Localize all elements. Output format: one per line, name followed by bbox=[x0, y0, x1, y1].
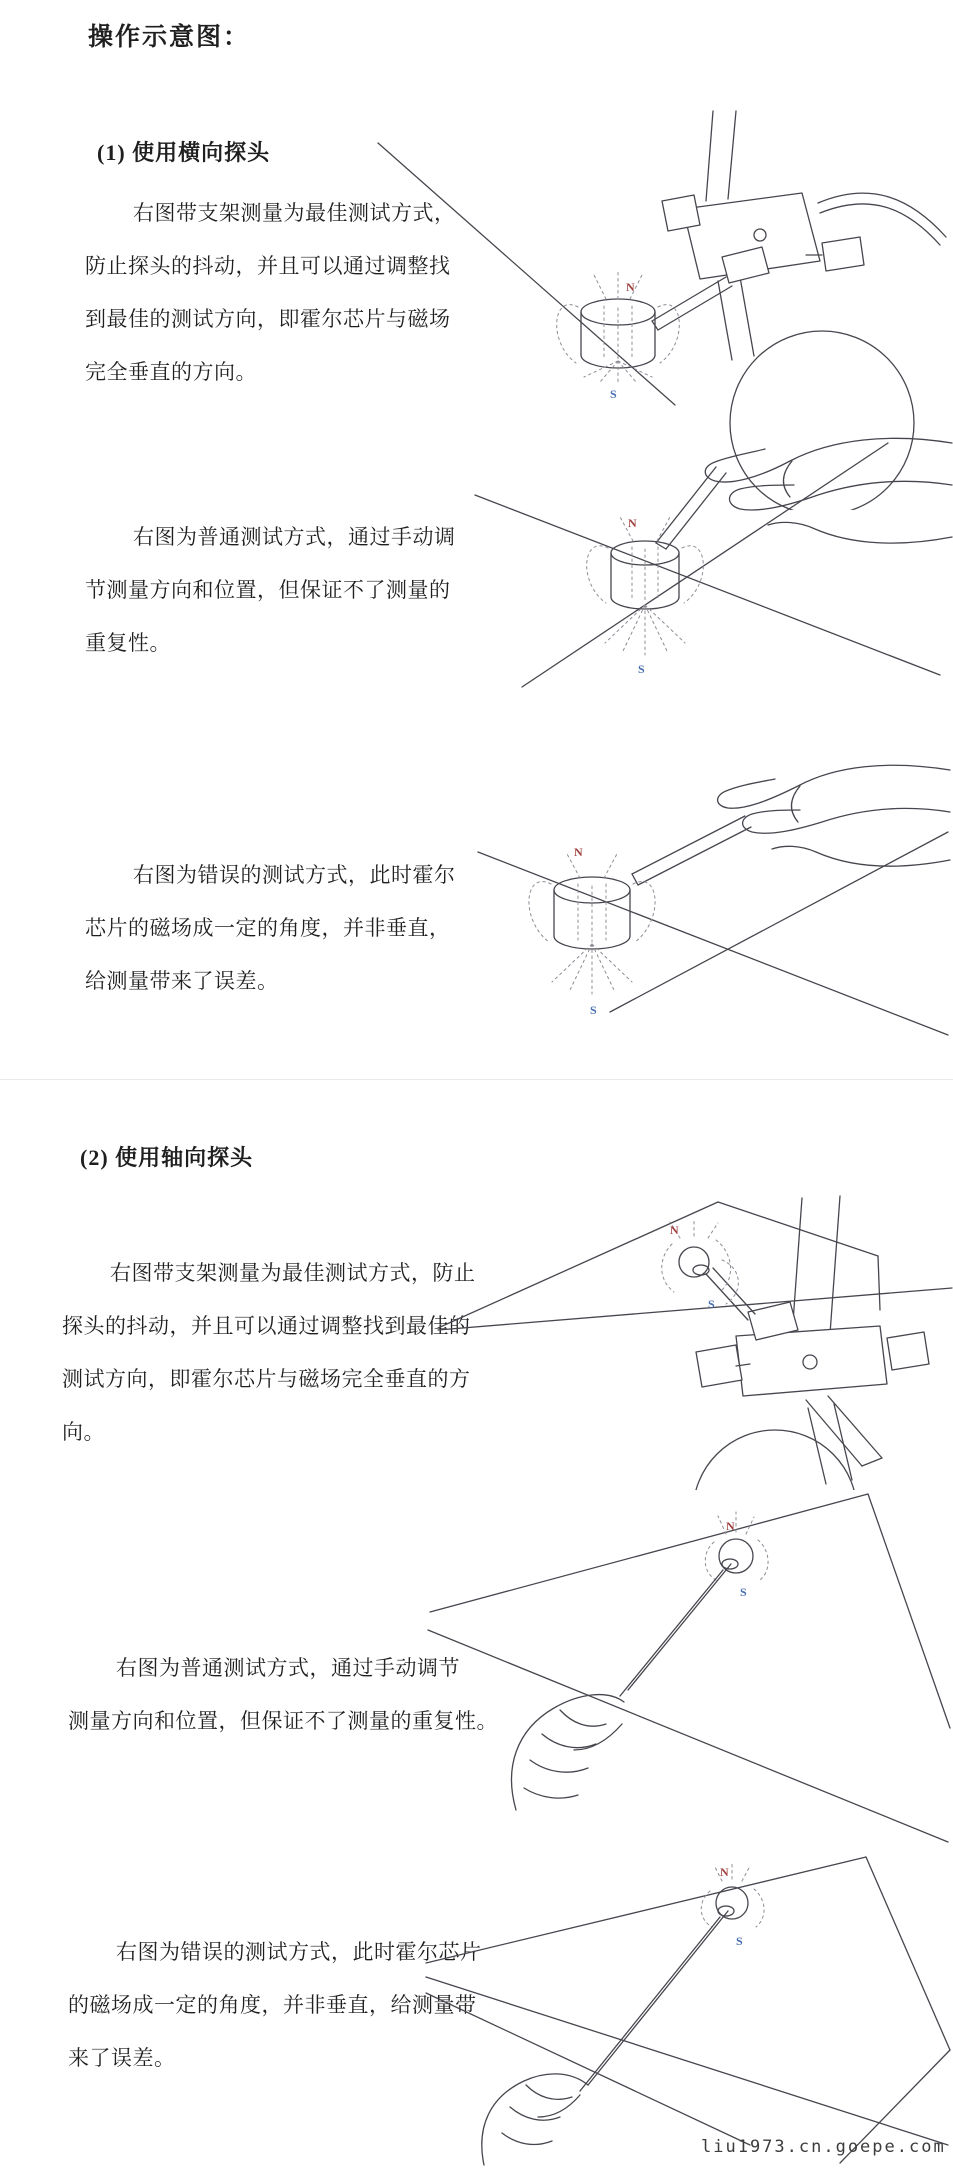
south-pole-label: S bbox=[708, 1297, 715, 1311]
text-line: 右图为错误的测试方式，此时霍尔芯片 bbox=[116, 1940, 482, 1964]
text-line: 向。 bbox=[62, 1420, 105, 1444]
north-pole-label: N bbox=[670, 1223, 679, 1237]
hand bbox=[482, 2074, 588, 2165]
box-edge-lines bbox=[428, 1494, 950, 1842]
text-line: 防止探头的抖动，并且可以通过调整找 bbox=[85, 254, 451, 278]
south-pole-label: S bbox=[736, 1934, 743, 1948]
text-line: 右图带支架测量为最佳测试方式，防止 bbox=[110, 1261, 476, 1285]
hand bbox=[512, 1695, 624, 1810]
text-line: 的磁场成一定的角度，并非垂直，给测量带 bbox=[68, 1993, 477, 2017]
magnet-disc bbox=[716, 1887, 748, 1919]
table-edge-line bbox=[475, 443, 940, 687]
watermark-url: liu1973.cn.goepe.com bbox=[701, 2137, 946, 2157]
text-line: 测试方向，即霍尔芯片与磁场完全垂直的方 bbox=[62, 1367, 471, 1391]
text-line: 右图为普通测试方式，通过手动调节 bbox=[116, 1656, 460, 1680]
text-line: 右图带支架测量为最佳测试方式， bbox=[133, 201, 456, 225]
probe-rod bbox=[652, 277, 732, 330]
text-line: 右图为普通测试方式，通过手动调 bbox=[133, 525, 456, 549]
text-line: 芯片的磁场成一定的角度，并非垂直， bbox=[85, 916, 451, 940]
table-edge-line bbox=[378, 143, 675, 405]
probe-rod bbox=[620, 1564, 731, 1696]
probe-rod bbox=[580, 1911, 728, 2091]
probe-clamp bbox=[662, 193, 946, 283]
text-line: 测量方向和位置，但保证不了测量的重复性。 bbox=[68, 1709, 498, 1733]
south-pole-label: S bbox=[740, 1585, 747, 1599]
probe-rod bbox=[656, 467, 726, 549]
table-edge-line bbox=[478, 832, 948, 1035]
north-pole-label: N bbox=[626, 280, 635, 294]
text-line: 完全垂直的方向。 bbox=[85, 360, 257, 384]
magnet-disc bbox=[719, 1539, 753, 1573]
text-line: 右图为错误的测试方式，此时霍尔 bbox=[133, 863, 456, 887]
text-line: 探头的抖动，并且可以通过调整找到最佳的 bbox=[62, 1314, 471, 1338]
north-pole-label: N bbox=[726, 1519, 735, 1533]
text-line: 到最佳的测试方向，即霍尔芯片与磁场 bbox=[85, 307, 451, 331]
figure-axial-probe-stand bbox=[430, 1140, 953, 1490]
section-2-heading: (2) 使用轴向探头 bbox=[80, 1145, 254, 1170]
figure-transverse-probe-wrong bbox=[460, 760, 953, 1060]
page-title: 操作示意图： bbox=[88, 24, 251, 51]
section-1-heading: (1) 使用横向探头 bbox=[97, 140, 271, 165]
page-break-divider bbox=[0, 1079, 953, 1080]
north-pole-label: N bbox=[628, 516, 637, 530]
magnet-disc bbox=[679, 1247, 709, 1277]
south-pole-label: S bbox=[610, 387, 617, 401]
magnet-cylinder bbox=[581, 299, 655, 368]
text-line: 来了误差。 bbox=[68, 2046, 176, 2070]
paragraph-axial-stand bbox=[62, 1247, 476, 1459]
text-line: 给测量带来了误差。 bbox=[85, 969, 279, 993]
probe-clamp bbox=[696, 1302, 929, 1466]
text-line: 重复性。 bbox=[85, 631, 171, 655]
south-pole-label: S bbox=[638, 662, 645, 676]
figure-transverse-probe-hand bbox=[460, 425, 953, 695]
hand bbox=[705, 438, 952, 543]
magnetic-field-lines bbox=[705, 1512, 768, 1580]
box-edge-lines bbox=[426, 1857, 950, 2163]
paragraph-transverse-hand bbox=[85, 511, 456, 670]
south-pole-label: S bbox=[590, 1003, 597, 1017]
text-line: 节测量方向和位置，但保证不了测量的 bbox=[85, 578, 451, 602]
paragraph-transverse-wrong bbox=[85, 849, 456, 1008]
figure-axial-probe-hand bbox=[420, 1480, 953, 1850]
probe-rod bbox=[632, 816, 751, 885]
figure-axial-probe-wrong bbox=[420, 1845, 953, 2170]
hand bbox=[718, 765, 950, 866]
magnet-cylinder bbox=[554, 877, 630, 949]
north-pole-label: N bbox=[720, 1865, 729, 1879]
north-pole-label: N bbox=[574, 845, 583, 859]
